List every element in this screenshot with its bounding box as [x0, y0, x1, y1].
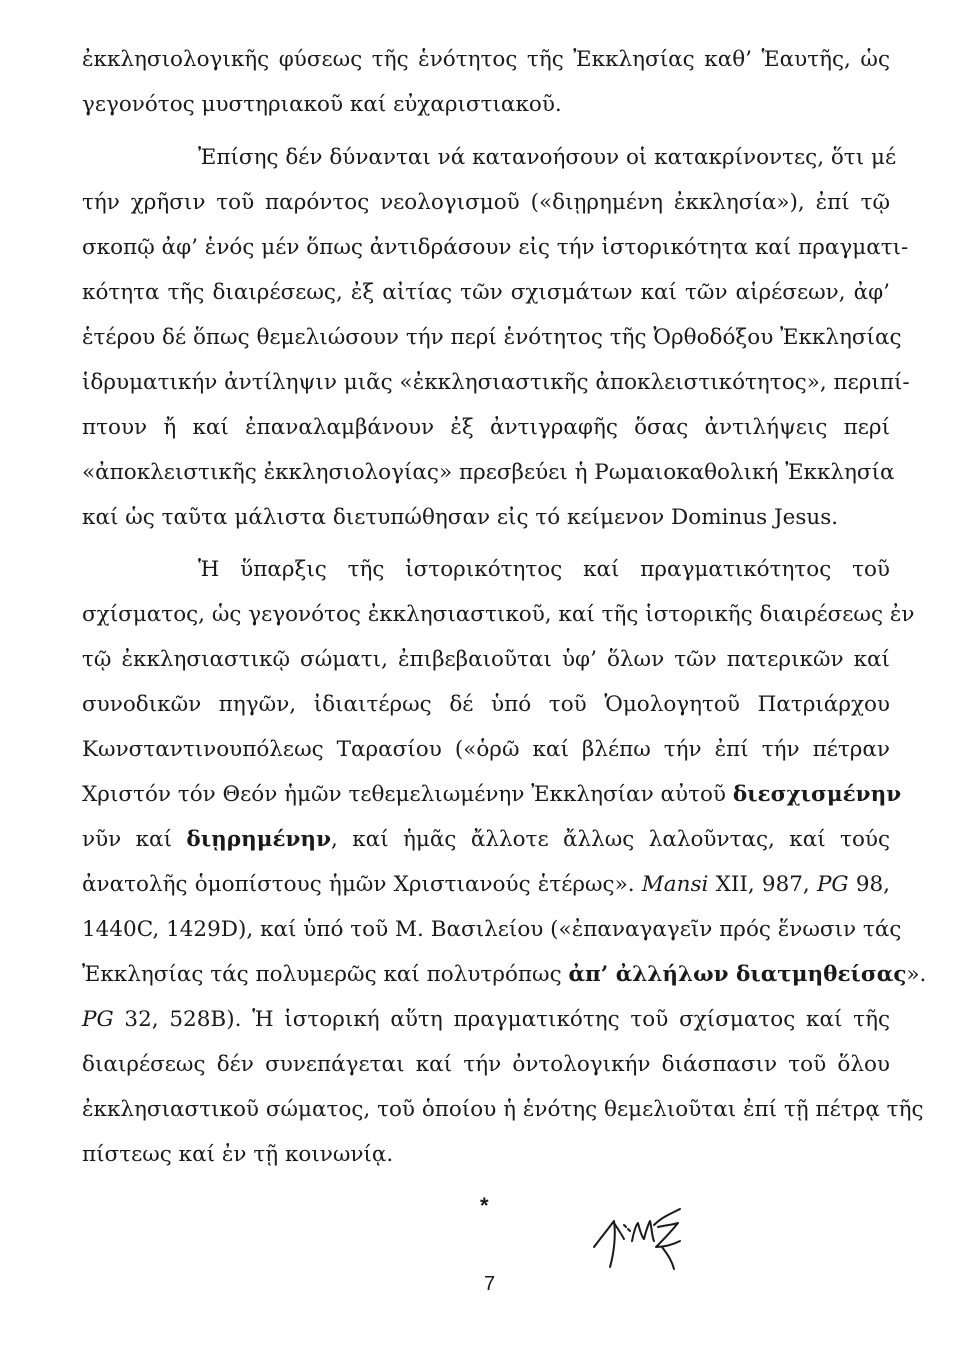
text-line-8: ἱδρυματικήν ἀντίληψιν μιᾶς «ἐκκλησιαστικῆς ἀποκλειστικότητος», περιπί-	[82, 370, 910, 395]
text-span: νῦν καί	[82, 827, 187, 852]
bold-phrase: διῃρημένην	[186, 827, 331, 852]
text-line-10: «ἀποκλειστικῆς ἐκκλησιολογίας» πρεσβεύει ἡ Ρωμαιοκαθολική Ἐκκλησία	[82, 460, 895, 485]
text-line-1: ἐκκλησιολογικῆς φύσεως τῆς ἑνότητος τῆς Ἐκκλησίας καθ’ Ἑαυτῆς, ὡς	[82, 47, 890, 72]
text-line-16: Κωνσταντινουπόλεως Ταρασίου («ὁρῶ καί βλέπω τήν ἐπί τήν πέτραν	[82, 737, 890, 762]
text-line-12: Ἡ ὕπαρξις τῆς ἱστορικότητος καί πραγματικότητος τοῦ	[198, 557, 890, 582]
text-span: ».	[906, 962, 927, 987]
text-span: Ἐκκλησίας τάς πολυμερῶς καί πολυτρόπως	[82, 962, 569, 987]
text-line-5: σκοπῷ ἀφ’ ἑνός μέν ὅπως ἀντιδράσουν εἰς τήν ἱστορικότητα καί πραγματι-	[82, 235, 909, 260]
text-span: ἀνατολῆς ὁμοπίστους ἡμῶν Χριστιανούς ἑτέρως».	[82, 872, 642, 897]
text-line-11: καί ὡς ταῦτα μάλιστα διετυπώθησαν εἰς τό κείμενον Dominus Jesus.	[82, 505, 839, 530]
text-line-13: σχίσματος, ὡς γεγονότος ἐκκλησιαστικοῦ, καί τῆς ἱστορικῆς διαιρέσεως ἐν	[82, 602, 915, 627]
text-line-20: 1440C, 1429D), καί ὑπό τοῦ Μ. Βασιλείου («ἐπαναγαγεῖν πρός ἕνωσιν τάς	[82, 917, 902, 942]
text-span: XII, 987,	[708, 872, 817, 897]
italic-citation: Mansi	[641, 872, 709, 897]
text-span: 98,	[848, 872, 891, 897]
text-line-3: Ἐπίσης δέν δύνανται νά κατανοήσουν οἱ κατακρίνοντες, ὅτι μέ	[198, 145, 897, 170]
bold-phrase: διεσχισμένην	[732, 782, 902, 807]
text-line-4: τήν χρῆσιν τοῦ παρόντος νεολογισμοῦ («διῃρημένη ἐκκλησία»), ἐπί τῷ	[82, 190, 890, 215]
signature-icon	[592, 1195, 692, 1275]
text-line-21	[82, 960, 927, 990]
italic-citation: PG	[816, 872, 849, 897]
text-line-15: συνοδικῶν πηγῶν, ἰδιαιτέρως δέ ὑπό τοῦ Ὁμολογητοῦ Πατριάρχου	[82, 692, 890, 717]
text-span: Χριστόν τόν Θεόν ἡμῶν τεθεμελιωμένην Ἐκκλησίαν αὐτοῦ	[82, 782, 733, 807]
asterisk-mark: *	[480, 1193, 489, 1218]
text-line-7: ἑτέρου δέ ὅπως θεμελιώσουν τήν περί ἑνότητος τῆς Ὀρθοδόξου Ἐκκλησίας	[82, 325, 902, 350]
page-number: 7	[484, 1273, 496, 1295]
text-line-17	[82, 780, 902, 810]
italic-citation: PG	[82, 1007, 114, 1032]
text-line-18	[82, 825, 890, 855]
text-span: , καί ἡμᾶς ἄλλοτε ἄλλως λαλοῦντας, καί τούς	[331, 827, 890, 852]
text-line-25: πίστεως καί ἐν τῇ κοινωνίᾳ.	[82, 1142, 394, 1167]
text-line-14: τῷ ἐκκλησιαστικῷ σώματι, ἐπιβεβαιοῦται ὑφ’ ὅλων τῶν πατερικῶν καί	[82, 647, 890, 672]
bold-phrase: ἀπ’ ἀλλήλων διατμηθείσας	[568, 962, 907, 987]
text-span: 32, 528B). Ἡ ἱστορική αὕτη πραγματικότης τοῦ σχίσματος καί τῆς	[113, 1007, 890, 1032]
text-line-23: διαιρέσεως δέν συνεπάγεται καί τήν ὀντολογικήν διάσπασιν τοῦ ὅλου	[82, 1052, 890, 1077]
text-line-2: γεγονότος μυστηριακοῦ καί εὐχαριστιακοῦ.	[82, 92, 562, 117]
text-line-24: ἐκκλησιαστικοῦ σώματος, τοῦ ὁποίου ἡ ἑνότης θεμελιοῦται ἐπί τῇ πέτρᾳ τῆς	[82, 1097, 924, 1122]
text-line-19	[82, 870, 890, 900]
text-line-22	[82, 1005, 890, 1035]
text-line-6: κότητα τῆς διαιρέσεως, ἐξ αἰτίας τῶν σχισμάτων καί τῶν αἱρέσεων, ἀφ’	[82, 280, 890, 305]
text-line-9: πτουν ἤ καί ἐπαναλαμβάνουν ἐξ ἀντιγραφῆς ὅσας ἀντιλήψεις περί	[82, 415, 890, 440]
